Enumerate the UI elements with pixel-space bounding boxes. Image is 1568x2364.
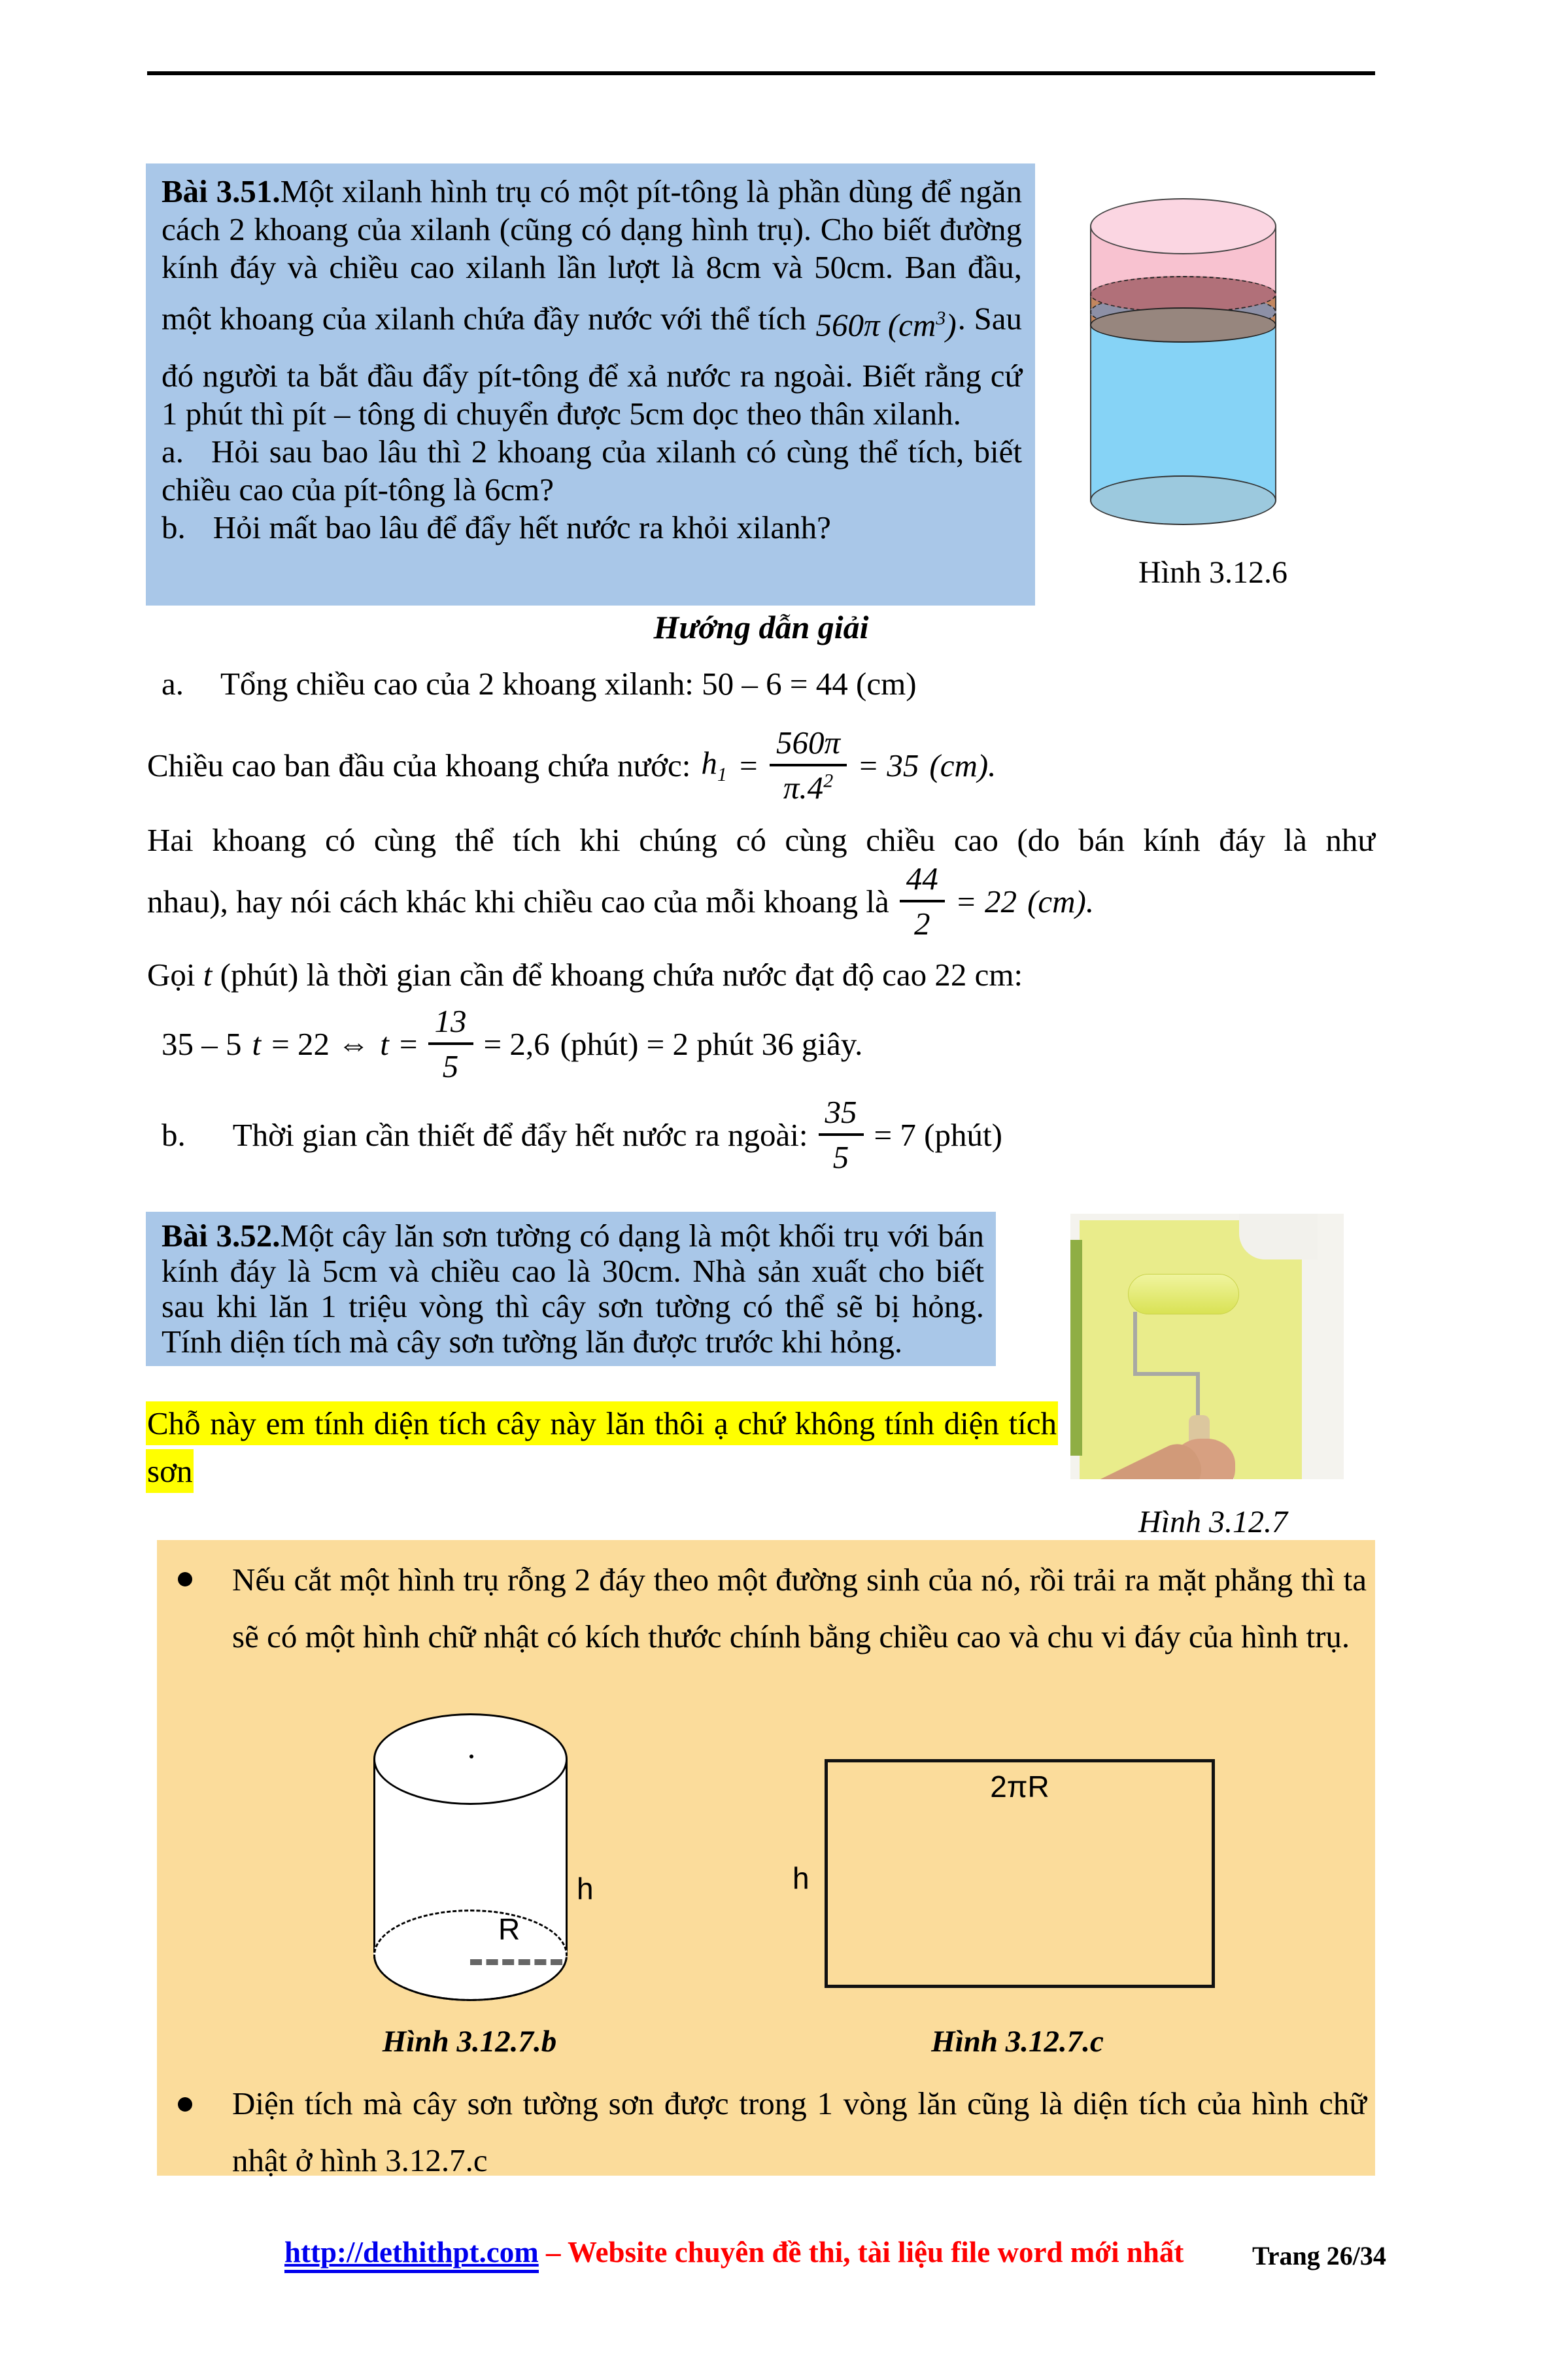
problem-3-52-box [146,1212,996,1366]
figure-3-12-7c-caption: Hình 3.12.7.c [931,2025,1104,2059]
problem-3-51-box [146,163,1035,606]
fraction-560pi: $\frac{560\pi}{\pi.4^2}$ [770,724,847,806]
cylinder-top-face [1090,198,1276,254]
yellow-highlight: Chỗ này em tính diện tích cây này lăn thôi ạ chứ không tính diện tích sơn [146,1401,1058,1493]
figure-3-12-6-caption: Hình 3.12.6 [1138,555,1287,590]
h1-variable: $h_1$ [701,745,727,785]
dark-paint-edge [1070,1240,1082,1456]
figure-3-12-7b-caption: Hình 3.12.7.b [382,2025,557,2059]
cylinder-top-ellipse [373,1713,568,1805]
cylinder-bottom-face [1090,475,1276,525]
problem-3-51-text: Bài 3.51.Một xilanh hình trụ có một pít-tông là phần dùng để ngăn cách 2 khoang của xilanh (cũng có dạng hình trụ). Cho biết đường kính đáy và chiều cao xilanh lần lượt là 8cm và 50cm. Ban đầu, một khoang của xilanh chứa đầy nước với thể tích 560π $(cm^3)$. Sau đó người ta bắt đầu đẩy pít-tông để xả nước ra ngoài. Biết rằng cứ 1 phút thì pít – tông di chuyển được 5cm dọc theo thân xilanh. [162,173,1023,432]
fraction-13-5: $\frac{13}{5}$ [428,1002,473,1085]
teacher-note [146,1399,1058,1495]
page-footer [284,2235,1184,2269]
header-rule [147,71,1375,75]
figure-3-12-7-caption: Hình 3.12.7 [1138,1505,1287,1539]
info-bullet-2: Diện tích mà cây sơn tường sơn được trong 1 vòng lăn cũng là diện tích của hình chữ nhật ở hình 3.12.7.c [232,2085,1367,2178]
footer-link[interactable]: http://dethithpt.com [284,2236,539,2273]
problem-3-51-item-a: a. Hỏi sau bao lâu thì 2 khoang của xilanh có cùng thể tích, biết chiều cao của pít-tông là 6cm? [162,434,1022,508]
solution-paragraph-line2: nhau), hay nói cách khác khi chiều cao của mỗi khoang là $\frac{44}{2}$ = 22 (cm). [147,861,1095,942]
radius-dashed-line [470,1959,562,1965]
paint-roller-photo [1070,1214,1344,1479]
roller-sleeve [1128,1274,1239,1314]
cylinder-lower-chamber [1090,325,1276,500]
page-number: Trang 26/34 [1252,2241,1386,2270]
cylinder-diagram [366,1709,594,2010]
bullet-icon [178,1572,192,1586]
fraction-44-2: $\frac{44}{2}$ [900,860,945,942]
problem-3-52-text: Bài 3.52.Một cây lăn sơn tường có dạng là một khối trụ với bán kính đáy là 5cm và chiều cao là 30cm. Nhà sản xuất cho biết sau khi lăn 1 triệu vòng thì cây sơn tường có thể sẽ bị hỏng. Tính diện tích mà cây sơn tường lăn được trước khi hỏng. [162,1218,985,1360]
info-box [157,1540,1375,2176]
cylinder-radius-label: R [498,1912,520,1946]
info-bullet-1: Nếu cắt một hình trụ rỗng 2 đáy theo một đường sinh của nó, rồi trải ra mặt phẳng thì ta sẽ có một hình chữ nhật có kích thước chính bằng chiều cao và chu vi đáy của hình trụ. [232,1562,1367,1654]
problem-3-51-item-b: b. Hỏi mất bao lâu để đẩy hết nước ra khỏi xilanh? [162,509,831,546]
solution-line-a: a. Tổng chiều cao của 2 khoang xilanh: 50 – 6 = 44 (cm) [162,666,917,702]
cylinder-height-label: h [577,1872,594,1906]
solution-h1-formula: Chiều cao ban đầu của khoang chứa nước: $h_1$ = $\frac{560\pi}{\pi.4^2}$ = 35 (cm). [147,725,997,806]
roller-frame [1133,1372,1200,1376]
rectangle-height-label: h [793,1861,810,1895]
footer-tagline: Website chuyên đề thi, tài liệu file word mới nhất [567,2236,1184,2269]
problem-3-51-label: Bài 3.51. [162,173,281,209]
solution-goi-line: Gọi t (phút) là thời gian cần để khoang chứa nước đạt độ cao 22 cm: [147,957,1023,993]
solution-paragraph-line1: Hai khoang có cùng thể tích khi chúng có cùng chiều cao (do bán kính đáy là như [147,822,1375,858]
solution-equation: 35 – 5 t = 22 ⇔ t = $\frac{13}{5}$ = 2,6 (phút) = 2 phút 36 giây. [162,1003,863,1084]
solution-line-b: b. Thời gian cần thiết để đẩy hết nước ra ngoài: $\frac{35}{5}$ = 7 (phút) [162,1094,1002,1175]
footer-separator: – [538,2236,568,2269]
roller-frame [1133,1312,1137,1375]
cylinder-center-dot [469,1755,473,1758]
rectangle-diagram [793,1759,1215,1988]
fraction-35-5: $\frac{35}{5}$ [819,1093,864,1176]
unpainted-wall-corner [1239,1214,1318,1259]
solution-heading: Hướng dẫn giải [653,609,869,645]
piston-cylinder-figure [1072,190,1288,569]
volume-formula: 560π $(cm^3)$ [815,307,957,343]
rectangle-width-label: 2πR [990,1770,1049,1804]
problem-3-52-label: Bài 3.52. [162,1218,281,1254]
bullet-icon [178,2097,192,2112]
roller-frame [1196,1373,1200,1420]
piston-bottom-face [1090,307,1276,343]
